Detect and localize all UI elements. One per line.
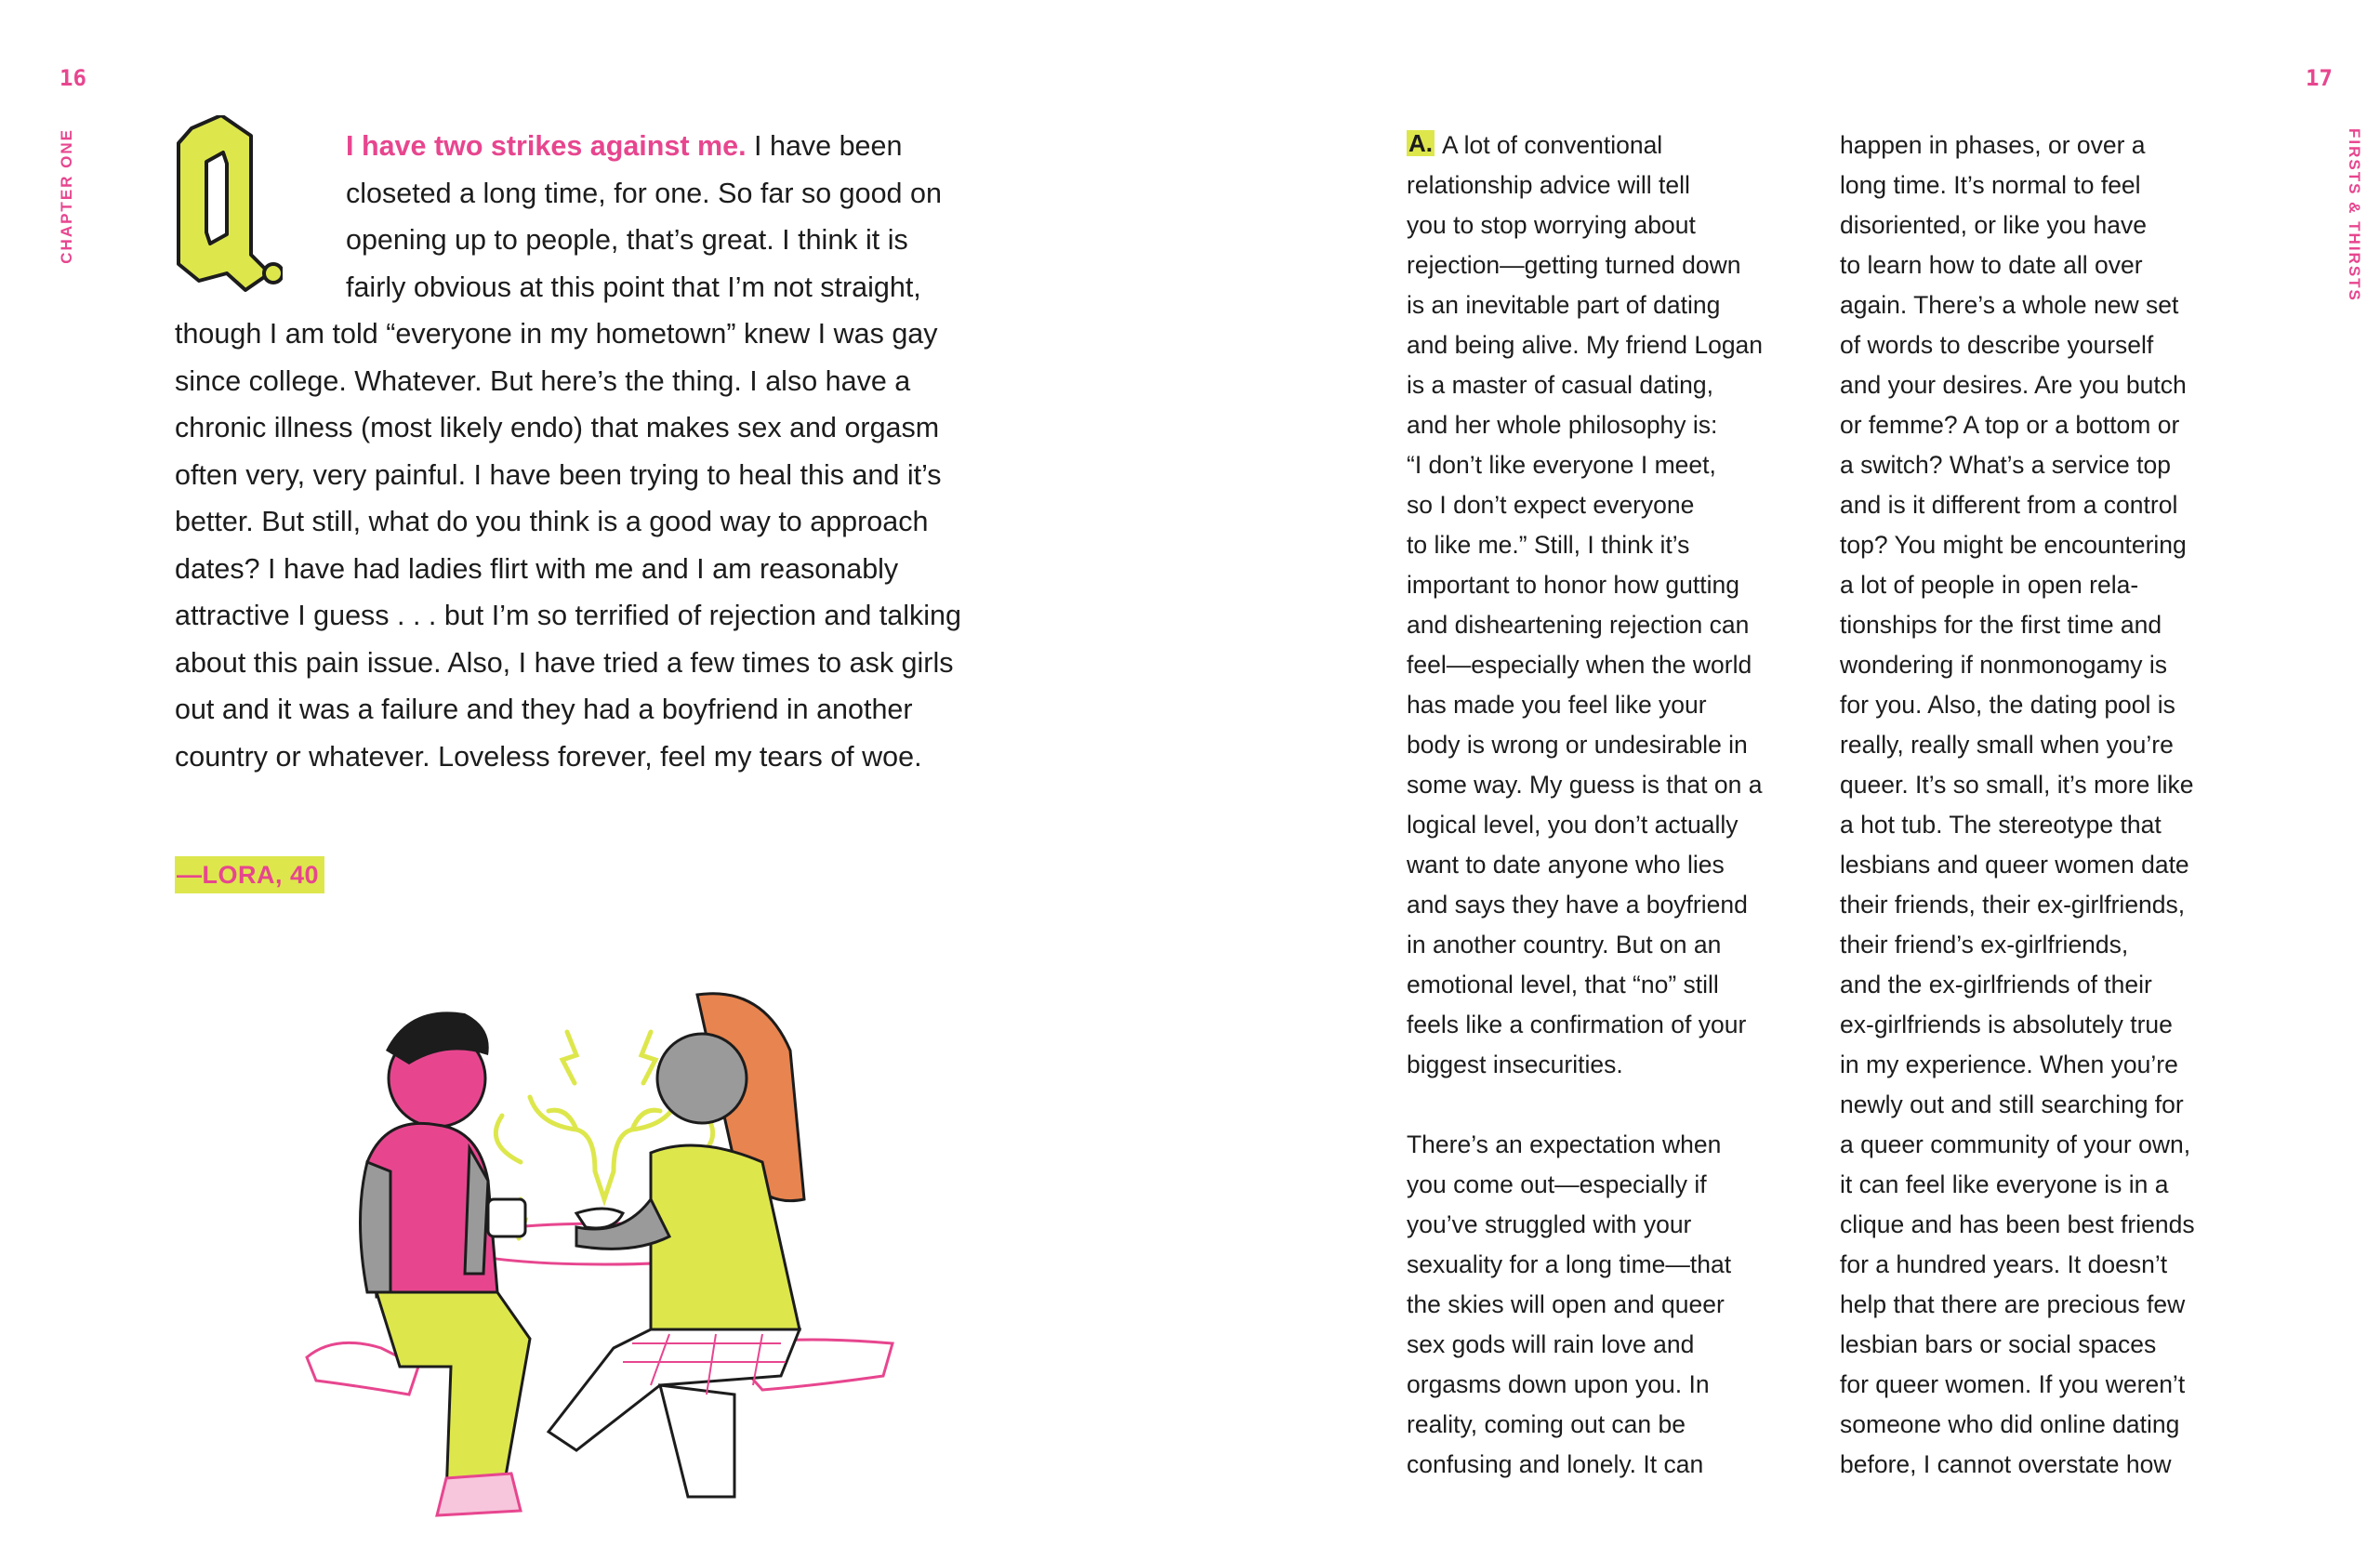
answer-line: queer. It’s so small, it’s more like (1840, 771, 2194, 799)
answer-line: There’s an expectation when (1407, 1130, 1722, 1158)
question-lead: I have two strikes against me. (346, 130, 747, 162)
answer-line: clique and has been best friends (1840, 1210, 2195, 1238)
answer-line: again. There’s a whole new set (1840, 291, 2179, 319)
answer-line: to learn how to date all over (1840, 251, 2143, 279)
answer-line: the skies will open and queer (1407, 1290, 1725, 1318)
two-women-at-cafe-illustration (298, 976, 920, 1534)
answer-line: some way. My guess is that on a (1407, 771, 1763, 799)
answer-line: long time. It’s normal to feel (1840, 171, 2141, 199)
answer-line: and the ex-girlfriends of their (1840, 971, 2152, 998)
answer-line: sexuality for a long time—that (1407, 1250, 1732, 1278)
answer-line: a queer community of your own, (1840, 1130, 2191, 1158)
running-head-right: FIRSTS & THIRSTS (2346, 128, 2363, 302)
answer-line: for queer women. If you weren’t (1840, 1370, 2186, 1398)
answer-line: to like me.” Still, I think it’s (1407, 531, 1690, 559)
answer-line: and disheartening rejection can (1407, 611, 1750, 639)
answer-column-1 (1407, 126, 1820, 1485)
answer-line: has made you feel like your (1407, 691, 1707, 719)
answer-line: before, I cannot overstate how (1840, 1450, 2172, 1478)
answer-line: is an inevitable part of dating (1407, 291, 1721, 319)
page-number-left: 16 (60, 65, 86, 91)
answer-line: ex-girlfriends is absolutely true (1840, 1011, 2173, 1038)
answer-line: you’ve struggled with your (1407, 1210, 1692, 1238)
answer-line: in my experience. When you’re (1840, 1051, 2178, 1078)
answer-line: newly out and still searching for (1840, 1091, 2184, 1118)
answer-column-2 (1840, 126, 2254, 1485)
answer-line: emotional level, that “no” still (1407, 971, 1719, 998)
drop-cap-space (175, 123, 346, 301)
answer-line: logical level, you don’t actually (1407, 811, 1739, 839)
answer-line: sex gods will rain love and (1407, 1330, 1695, 1358)
answer-line: of words to describe yourself (1840, 331, 2154, 359)
answer-line: relationship advice will tell (1407, 171, 1690, 199)
answer-line: you come out—especially if (1407, 1170, 1707, 1198)
running-head-left: CHAPTER ONE (58, 128, 75, 264)
answer-line: or femme? A top or a bottom or (1840, 411, 2180, 439)
answer-line: for a hundred years. It doesn’t (1840, 1250, 2168, 1278)
answer-line: help that there are precious few (1840, 1290, 2186, 1318)
answer-line: their friends, their ex-girlfriends, (1840, 891, 2186, 919)
paragraph-gap (1407, 1085, 1820, 1125)
answer-line: for you. Also, the dating pool is (1840, 691, 2175, 719)
answer-line: and says they have a boyfriend (1407, 891, 1748, 919)
answer-line: and being alive. My friend Logan (1407, 331, 1764, 359)
answer-line: top? You might be encountering (1840, 531, 2187, 559)
answer-line: you to stop worrying about (1407, 211, 1696, 239)
answer-line: their friend’s ex-girlfriends, (1840, 931, 2129, 958)
answer-line: “I don’t like everyone I meet, (1407, 451, 1716, 479)
answer-line: tionships for the first time and (1840, 611, 2162, 639)
signature-badge: —LORA, 40 (175, 856, 324, 893)
answer-line: happen in phases, or over a (1840, 131, 2146, 159)
answer-line: orgasms down upon you. In (1407, 1370, 1710, 1398)
answer-line: want to date anyone who lies (1407, 851, 1725, 879)
answer-line: disoriented, or like you have (1840, 211, 2147, 239)
answer-line: someone who did online dating (1840, 1410, 2180, 1438)
answer-line: is a master of casual dating, (1407, 371, 1713, 399)
question-text (175, 123, 974, 780)
answer-line: lesbians and queer women date (1840, 851, 2189, 879)
answer-line: A. A lot of conventional (1408, 129, 1663, 159)
answer-line: in another country. But on an (1407, 931, 1722, 958)
answer-line: wondering if nonmonogamy is (1840, 651, 2168, 679)
answer-mark: A. (1408, 129, 1433, 157)
answer-line: a switch? What’s a service top (1840, 451, 2171, 479)
answer-line: really, really small when you’re (1840, 731, 2174, 759)
answer-line: a hot tub. The stereotype that (1840, 811, 2162, 839)
answer-line: so I don’t expect everyone (1407, 491, 1695, 519)
answer-line: important to honor how gutting (1407, 571, 1739, 599)
answer-line: confusing and lonely. It can (1407, 1450, 1704, 1478)
answer-line: and your desires. Are you butch (1840, 371, 2187, 399)
answer-line: and her whole philosophy is: (1407, 411, 1718, 439)
answer-line: a lot of people in open rela- (1840, 571, 2139, 599)
answer-line: feels like a confirmation of your (1407, 1011, 1747, 1038)
answer-line: and is it different from a control (1840, 491, 2178, 519)
answer-line: feel—especially when the world (1407, 651, 1752, 679)
answer-line: it can feel like everyone is in a (1840, 1170, 2169, 1198)
page-number-right: 17 (2306, 65, 2333, 91)
answer-line: reality, coming out can be (1407, 1410, 1686, 1438)
answer-line: biggest insecurities. (1407, 1051, 1623, 1078)
answer-line: lesbian bars or social spaces (1840, 1330, 2157, 1358)
answer-line: rejection—getting turned down (1407, 251, 1741, 279)
answer-line: body is wrong or undesirable in (1407, 731, 1748, 759)
question-body: I have been closeted a long time, for one. So far so good on opening up to people, that’s great. I think it is fairly obvious at this point that I’m not straight, though I am told “everyone in my hometown” knew I was gay since college. Whatever. But here’s the thing. I also have a chronic illness (most likely endo) that makes sex and orgasm often very, very painful. I have been trying to heal this and it’s better. But still, what do you think is a good way to approach dates? I have had ladies flirt with me and I am reasonably attractive I guess . . . but I’m so terrified of rejection and talking about this pain issue. Also, I have tried a few times to ask girls out and it was a failure and they had a boyfriend in another country or whatever. Loveless forever, feel my tears of woe. (175, 130, 961, 773)
